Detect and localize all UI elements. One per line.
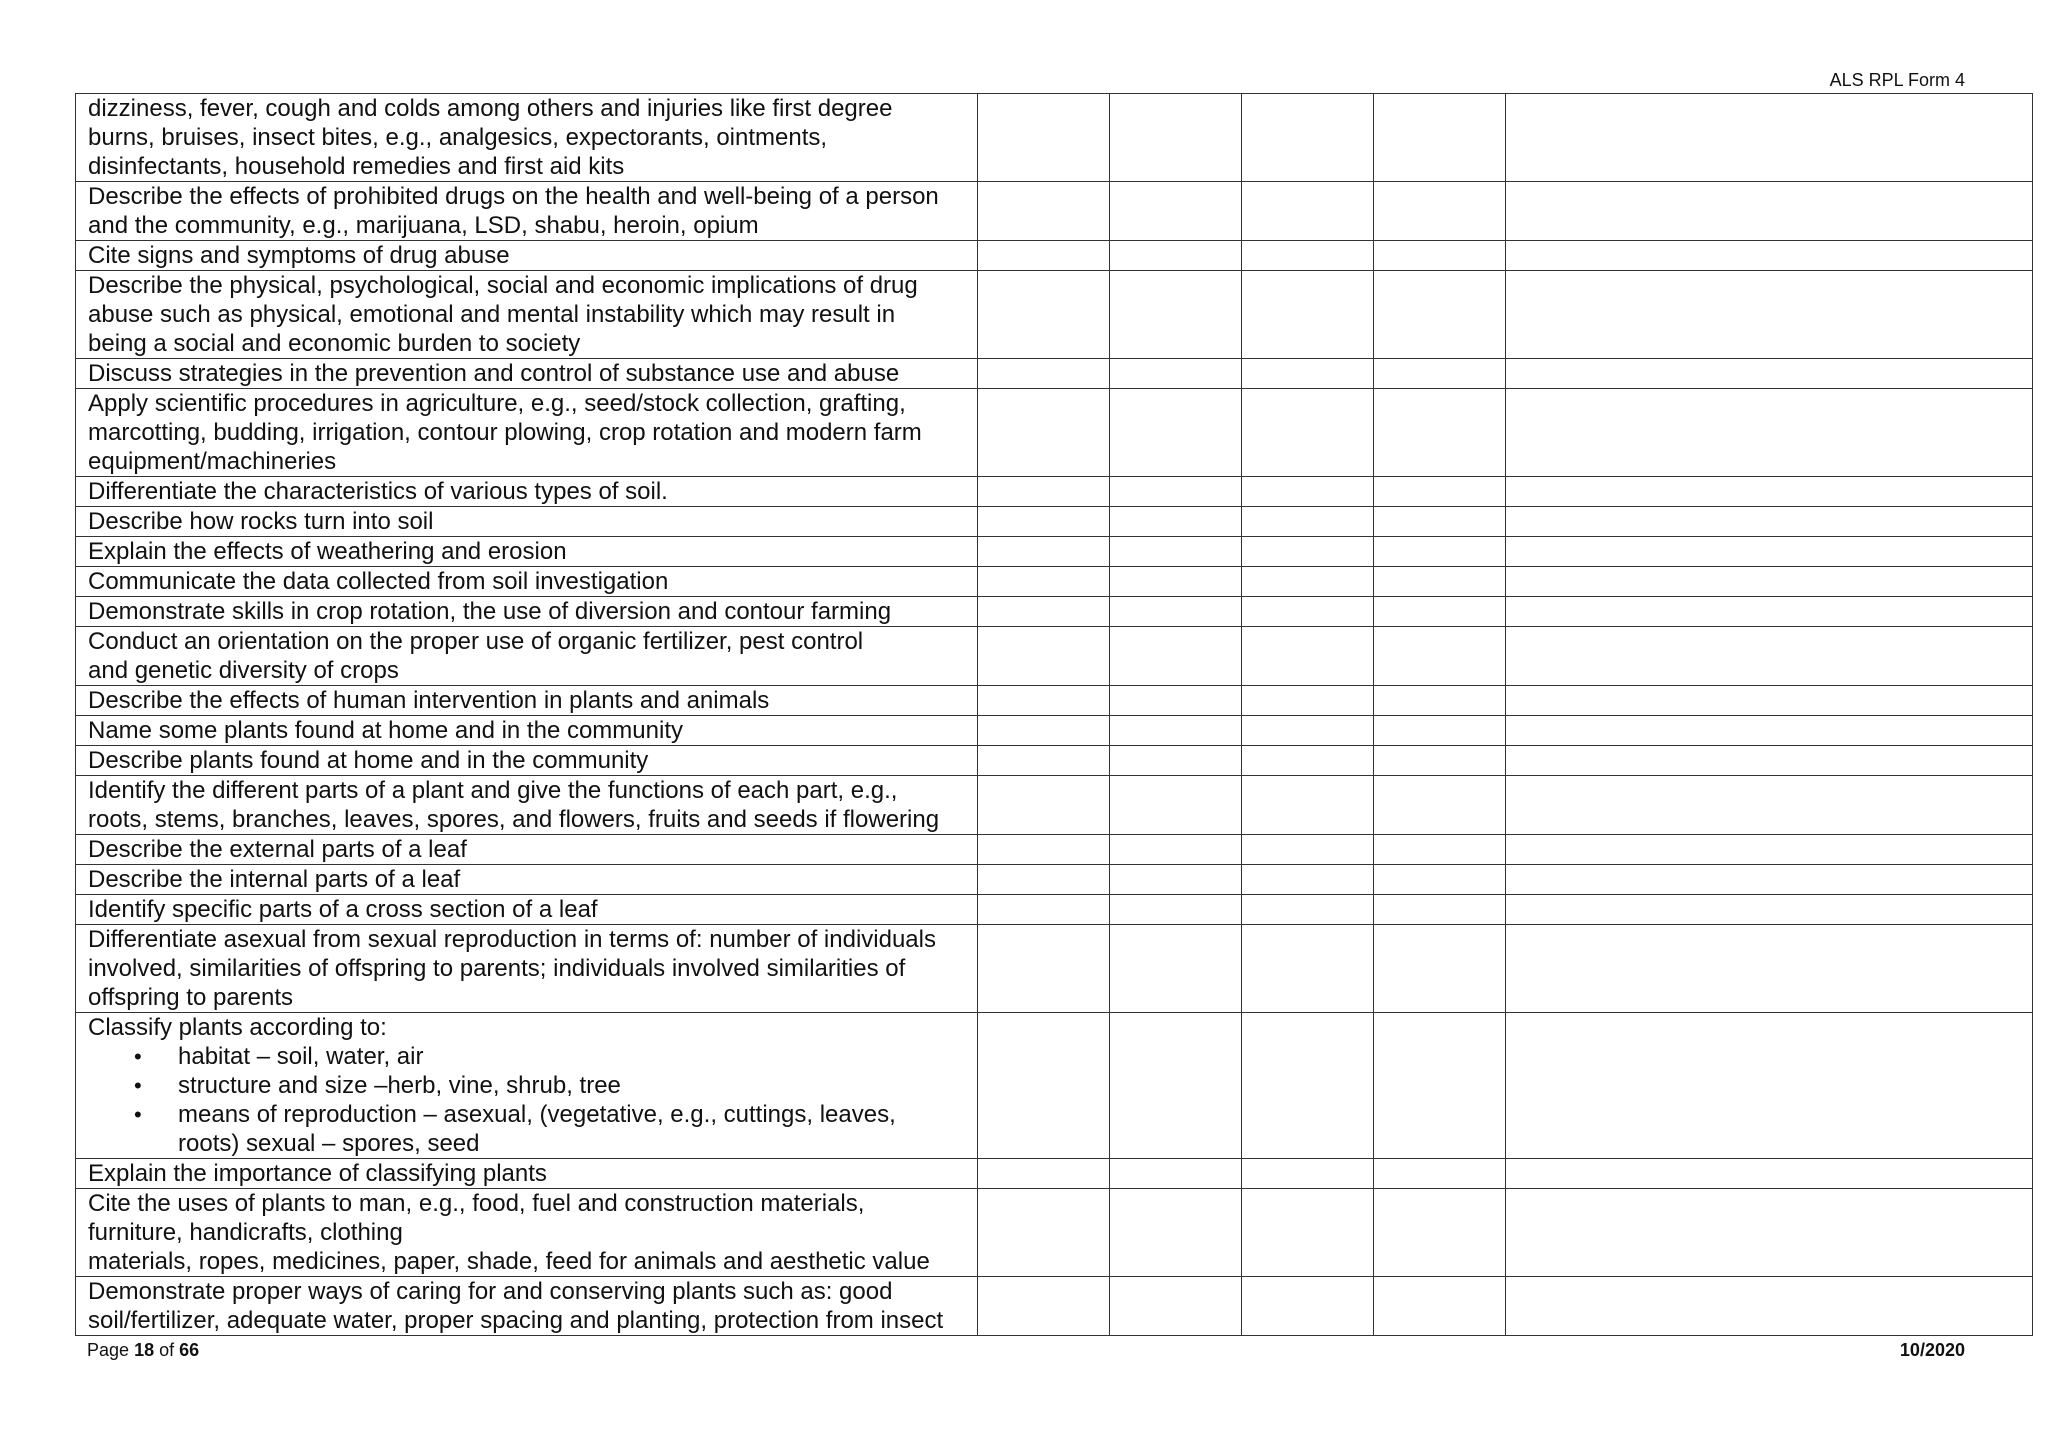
description-line: Describe the effects of prohibited drugs on the health and well-being of a person — [88, 183, 939, 210]
rating-cell[interactable] — [1374, 865, 1506, 895]
rating-cell[interactable] — [978, 716, 1110, 746]
description-line: abuse such as physical, emotional and mental instability which may result in — [88, 301, 896, 328]
description-line: materials, ropes, medicines, paper, shade, feed for animals and aesthetic value — [88, 1248, 930, 1275]
table-row — [76, 389, 2033, 477]
table-row — [76, 1159, 2033, 1189]
description-line: burns, bruises, insect bites, e.g., analgesics, expectorants, ointments, — [88, 124, 828, 151]
rating-cell[interactable] — [1374, 477, 1506, 507]
rating-cell[interactable] — [1374, 241, 1506, 271]
competency-description-cell — [76, 94, 978, 182]
rating-cell[interactable] — [1242, 1277, 1374, 1336]
remarks-cell[interactable] — [1506, 597, 2033, 627]
remarks-cell[interactable] — [1506, 925, 2033, 1013]
rating-cell[interactable] — [1110, 776, 1242, 835]
table-row — [76, 182, 2033, 241]
description-line: Discuss strategies in the prevention and control of substance use and abuse — [88, 360, 900, 387]
rating-cell[interactable] — [1374, 1159, 1506, 1189]
footer-date: 10/2020 — [1899, 1340, 1965, 1360]
rating-cell[interactable] — [978, 1277, 1110, 1336]
rating-cell[interactable] — [1242, 627, 1374, 686]
rating-cell[interactable] — [978, 686, 1110, 716]
rating-cell[interactable] — [1242, 597, 1374, 627]
description-line: Describe the physical, psychological, social and economic implications of drug — [88, 272, 918, 299]
rating-cell[interactable] — [1110, 835, 1242, 865]
competency-description-cell — [76, 865, 978, 895]
rating-cell[interactable] — [1242, 477, 1374, 507]
rating-cell[interactable] — [1110, 241, 1242, 271]
competency-table-body — [76, 94, 2033, 1336]
rating-cell[interactable] — [1242, 925, 1374, 1013]
rating-cell[interactable] — [978, 895, 1110, 925]
page-number — [87, 1340, 199, 1361]
remarks-cell[interactable] — [1506, 94, 2033, 182]
remarks-cell[interactable] — [1506, 241, 2033, 271]
rating-cell[interactable] — [1374, 895, 1506, 925]
rating-cell[interactable] — [1110, 507, 1242, 537]
rating-cell[interactable] — [1110, 627, 1242, 686]
remarks-cell[interactable] — [1506, 627, 2033, 686]
description-line: Apply scientific procedures in agriculture, e.g., seed/stock collection, grafting, — [88, 390, 906, 417]
competency-description-cell — [76, 537, 978, 567]
competency-description-cell — [76, 567, 978, 597]
description-line: Identify specific parts of a cross section of a leaf — [88, 896, 598, 923]
table-row — [76, 925, 2033, 1013]
table-row — [76, 597, 2033, 627]
remarks-cell[interactable] — [1506, 567, 2033, 597]
table-row — [76, 835, 2033, 865]
competency-description-cell — [76, 746, 978, 776]
remarks-cell[interactable] — [1506, 537, 2033, 567]
rating-cell[interactable] — [1110, 271, 1242, 359]
table-row — [76, 716, 2033, 746]
competency-description-cell — [76, 182, 978, 241]
rating-cell[interactable] — [1242, 1159, 1374, 1189]
table-row — [76, 746, 2033, 776]
rating-cell[interactable] — [1242, 716, 1374, 746]
rating-cell[interactable] — [978, 182, 1110, 241]
description-line: offspring to parents — [88, 984, 294, 1011]
rating-cell[interactable] — [1374, 567, 1506, 597]
rating-cell[interactable] — [978, 1159, 1110, 1189]
rating-cell[interactable] — [1110, 182, 1242, 241]
remarks-cell[interactable] — [1506, 477, 2033, 507]
rating-cell[interactable] — [1374, 597, 1506, 627]
rating-cell[interactable] — [1242, 746, 1374, 776]
competency-description-cell — [76, 1189, 978, 1277]
competency-description-cell — [76, 389, 978, 477]
rating-cell[interactable] — [1374, 686, 1506, 716]
remarks-cell[interactable] — [1506, 182, 2033, 241]
remarks-cell[interactable] — [1506, 507, 2033, 537]
rating-cell[interactable] — [1374, 271, 1506, 359]
table-row — [76, 94, 2033, 182]
bullet-line: habitat – soil, water, air — [178, 1043, 424, 1070]
page-current: 18 — [134, 1340, 155, 1360]
table-row — [76, 895, 2033, 925]
rating-cell[interactable] — [1374, 359, 1506, 389]
rating-cell[interactable] — [1374, 507, 1506, 537]
rating-cell[interactable] — [1374, 1189, 1506, 1277]
remarks-cell[interactable] — [1506, 746, 2033, 776]
rating-cell[interactable] — [1110, 925, 1242, 1013]
competency-description-cell — [76, 597, 978, 627]
rating-cell[interactable] — [1242, 359, 1374, 389]
remarks-cell[interactable] — [1506, 1013, 2033, 1159]
competency-description-cell — [76, 507, 978, 537]
remarks-cell[interactable] — [1506, 1189, 2033, 1277]
remarks-cell[interactable] — [1506, 359, 2033, 389]
page-total: 66 — [179, 1340, 200, 1360]
rating-cell[interactable] — [1242, 537, 1374, 567]
rating-cell[interactable] — [1242, 271, 1374, 359]
competency-description-cell — [76, 895, 978, 925]
rating-cell[interactable] — [1110, 359, 1242, 389]
rating-cell[interactable] — [1242, 1013, 1374, 1159]
competency-table — [75, 93, 2033, 1336]
bullet-icon: • — [134, 1102, 142, 1127]
description-line: marcotting, budding, irrigation, contour plowing, crop rotation and modern farm — [88, 419, 922, 446]
rating-cell[interactable] — [978, 389, 1110, 477]
description-line: Differentiate the characteristics of various types of soil. — [88, 478, 668, 505]
competency-description-cell — [76, 686, 978, 716]
table-row — [76, 537, 2033, 567]
table-row — [76, 776, 2033, 835]
rating-cell[interactable] — [1374, 1277, 1506, 1336]
bullet-list — [88, 1042, 965, 1158]
rating-cell[interactable] — [1374, 746, 1506, 776]
remarks-cell[interactable] — [1506, 1159, 2033, 1189]
remarks-cell[interactable] — [1506, 271, 2033, 359]
rating-cell[interactable] — [1242, 686, 1374, 716]
rating-cell[interactable] — [1110, 389, 1242, 477]
rating-cell[interactable] — [978, 537, 1110, 567]
rating-cell[interactable] — [1374, 94, 1506, 182]
table-row — [76, 1013, 2033, 1159]
rating-cell[interactable] — [978, 94, 1110, 182]
rating-cell[interactable] — [1374, 716, 1506, 746]
rating-cell[interactable] — [1242, 865, 1374, 895]
rating-cell[interactable] — [1242, 776, 1374, 835]
rating-cell[interactable] — [1242, 1189, 1374, 1277]
rating-cell[interactable] — [1242, 182, 1374, 241]
competency-description-cell — [76, 925, 978, 1013]
rating-cell[interactable] — [978, 627, 1110, 686]
description-line: Cite the uses of plants to man, e.g., food, fuel and construction materials, — [88, 1190, 865, 1217]
competency-description-cell — [76, 716, 978, 746]
description-line: Describe the internal parts of a leaf — [88, 866, 461, 893]
remarks-cell[interactable] — [1506, 895, 2033, 925]
table-row — [76, 567, 2033, 597]
table-row — [76, 1277, 2033, 1336]
page-prefix: Page — [87, 1340, 130, 1360]
remarks-cell[interactable] — [1506, 716, 2033, 746]
table-row — [76, 241, 2033, 271]
description-line: Cite signs and symptoms of drug abuse — [88, 242, 510, 269]
rating-cell[interactable] — [1242, 835, 1374, 865]
remarks-cell[interactable] — [1506, 686, 2033, 716]
description-line: being a social and economic burden to society — [88, 330, 581, 357]
bullet-item — [134, 1071, 965, 1100]
description-line: Describe the effects of human intervention in plants and animals — [88, 687, 770, 714]
rating-cell[interactable] — [978, 241, 1110, 271]
bullet-icon: • — [134, 1073, 142, 1098]
table-row — [76, 507, 2033, 537]
table-row — [76, 686, 2033, 716]
rating-cell[interactable] — [1374, 627, 1506, 686]
rating-cell[interactable] — [1374, 182, 1506, 241]
rating-cell[interactable] — [978, 359, 1110, 389]
description-line: and genetic diversity of crops — [88, 657, 399, 684]
table-row — [76, 359, 2033, 389]
rating-cell[interactable] — [1242, 241, 1374, 271]
rating-cell[interactable] — [1374, 925, 1506, 1013]
description-line: furniture, handicrafts, clothing — [88, 1219, 403, 1246]
rating-cell[interactable] — [978, 1013, 1110, 1159]
rating-cell[interactable] — [1110, 597, 1242, 627]
description-line: disinfectants, household remedies and first aid kits — [88, 153, 625, 180]
rating-cell[interactable] — [1242, 567, 1374, 597]
bullet-line: structure and size –herb, vine, shrub, tree — [178, 1072, 621, 1099]
bullet-line: roots) sexual – spores, seed — [178, 1130, 480, 1157]
remarks-cell[interactable] — [1506, 776, 2033, 835]
rating-cell[interactable] — [1242, 94, 1374, 182]
description-line: Demonstrate proper ways of caring for and conserving plants such as: good — [88, 1278, 893, 1305]
competency-description-cell — [76, 1159, 978, 1189]
description-line: Describe the external parts of a leaf — [88, 836, 467, 863]
rating-cell[interactable] — [1110, 716, 1242, 746]
competency-table-container — [75, 93, 2032, 1336]
rating-cell[interactable] — [1110, 1189, 1242, 1277]
description-line: Communicate the data collected from soil investigation — [88, 568, 669, 595]
rating-cell[interactable] — [978, 1189, 1110, 1277]
table-row — [76, 627, 2033, 686]
competency-description-cell — [76, 359, 978, 389]
rating-cell[interactable] — [978, 597, 1110, 627]
rating-cell[interactable] — [1374, 835, 1506, 865]
table-row — [76, 865, 2033, 895]
description-line: Differentiate asexual from sexual reproduction in terms of: number of individuals — [88, 926, 936, 953]
rating-cell[interactable] — [1110, 895, 1242, 925]
rating-cell[interactable] — [978, 865, 1110, 895]
page-of: of — [159, 1340, 175, 1360]
rating-cell[interactable] — [1110, 865, 1242, 895]
description-line: Explain the effects of weathering and erosion — [88, 538, 567, 565]
description-line: equipment/machineries — [88, 448, 337, 475]
rating-cell[interactable] — [1374, 389, 1506, 477]
competency-description-cell — [76, 627, 978, 686]
description-line: Explain the importance of classifying plants — [88, 1160, 547, 1187]
rating-cell[interactable] — [1242, 895, 1374, 925]
table-row — [76, 271, 2033, 359]
rating-cell[interactable] — [1242, 389, 1374, 477]
rating-cell[interactable] — [1110, 1013, 1242, 1159]
rating-cell[interactable] — [1374, 1013, 1506, 1159]
competency-description-cell — [76, 477, 978, 507]
competency-description-cell — [76, 835, 978, 865]
rating-cell[interactable] — [978, 477, 1110, 507]
description-line: dizziness, fever, cough and colds among others and injuries like first degree — [88, 95, 893, 122]
bullet-icon: • — [134, 1044, 142, 1069]
description-line: and the community, e.g., marijuana, LSD, shabu, heroin, opium — [88, 212, 759, 239]
rating-cell[interactable] — [1110, 686, 1242, 716]
rating-cell[interactable] — [1110, 1277, 1242, 1336]
rating-cell[interactable] — [1374, 776, 1506, 835]
description-line: soil/fertilizer, adequate water, proper spacing and planting, protection from insect — [88, 1307, 944, 1334]
rating-cell[interactable] — [1374, 537, 1506, 567]
description-line: Describe how rocks turn into soil — [88, 508, 434, 535]
description-line: roots, stems, branches, leaves, spores, and flowers, fruits and seeds if flowering — [88, 806, 940, 833]
rating-cell[interactable] — [978, 925, 1110, 1013]
bullet-item — [134, 1100, 965, 1158]
rating-cell[interactable] — [978, 746, 1110, 776]
rating-cell[interactable] — [1110, 94, 1242, 182]
competency-description-cell — [76, 1013, 978, 1159]
rating-cell[interactable] — [978, 271, 1110, 359]
rating-cell[interactable] — [1242, 507, 1374, 537]
rating-cell[interactable] — [1110, 537, 1242, 567]
remarks-cell[interactable] — [1506, 865, 2033, 895]
description-line: Describe plants found at home and in the community — [88, 747, 649, 774]
description-line: Demonstrate skills in crop rotation, the use of diversion and contour farming — [88, 598, 892, 625]
rating-cell[interactable] — [1110, 567, 1242, 597]
competency-description-cell — [76, 1277, 978, 1336]
competency-description-cell — [76, 241, 978, 271]
form-label: ALS RPL Form 4 — [1829, 70, 1965, 90]
table-row — [76, 477, 2033, 507]
description-line: Conduct an orientation on the proper use of organic fertilizer, pest control — [88, 628, 864, 655]
table-row — [76, 1189, 2033, 1277]
competency-description-cell — [76, 271, 978, 359]
description-line: Classify plants according to: — [88, 1014, 387, 1041]
remarks-cell[interactable] — [1506, 1277, 2033, 1336]
remarks-cell[interactable] — [1506, 835, 2033, 865]
bullet-line: means of reproduction – asexual, (vegetative, e.g., cuttings, leaves, — [178, 1101, 896, 1128]
rating-cell[interactable] — [978, 567, 1110, 597]
rating-cell[interactable] — [1110, 477, 1242, 507]
bullet-item — [134, 1042, 965, 1071]
rating-cell[interactable] — [978, 835, 1110, 865]
rating-cell[interactable] — [978, 776, 1110, 835]
rating-cell[interactable] — [1110, 746, 1242, 776]
rating-cell[interactable] — [1110, 1159, 1242, 1189]
description-line: Name some plants found at home and in the community — [88, 717, 683, 744]
description-line: Identify the different parts of a plant and give the functions of each part, e.g., — [88, 777, 898, 804]
remarks-cell[interactable] — [1506, 389, 2033, 477]
description-line: involved, similarities of offspring to parents; individuals involved similarities of — [88, 955, 906, 982]
rating-cell[interactable] — [978, 507, 1110, 537]
competency-description-cell — [76, 776, 978, 835]
